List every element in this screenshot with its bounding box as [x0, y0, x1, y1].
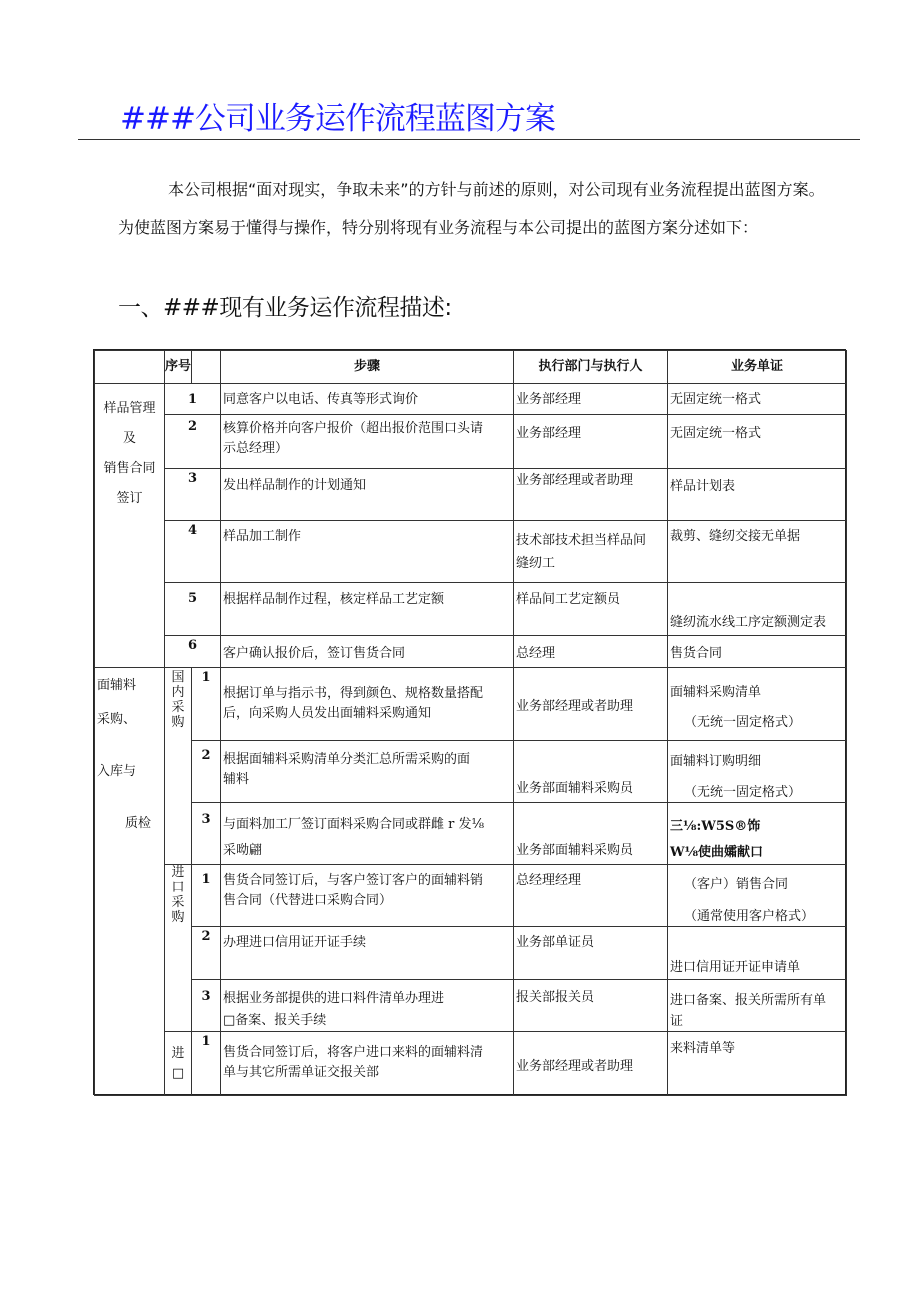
table-row-doc: [667, 740, 847, 803]
table-row-step: 根据样品制作过程，核定样品工艺定额: [220, 582, 514, 636]
table-row-dept: 报关部报关员: [513, 979, 668, 1032]
step-line-2: 单与其它所需单证交报关部: [223, 1065, 380, 1080]
group1-label-line-1: 样品管理: [103, 401, 156, 416]
table-row-doc: 来料清单等: [667, 1031, 847, 1096]
intro-paragraph-line-2: 为使蓝图方案易于懂得与操作，特分别将现有业务流程与本公司提出的蓝图方案分述如下：: [118, 218, 759, 237]
table-row-step: [220, 979, 514, 1032]
table-row-seq: 3: [164, 468, 221, 521]
table-row-doc: 样品计划表: [667, 468, 847, 521]
table-row-seq: 2: [191, 926, 221, 980]
table-row-doc: 缝纫流水线工序定额测定表: [667, 582, 847, 636]
table-row-dept: 业务部经理: [513, 414, 668, 469]
dept-line-1: 技术部技术担当样品间: [516, 533, 647, 548]
subgroup1-char: 购: [171, 715, 185, 730]
subgroup-label-import: [164, 864, 192, 1032]
subgroup2-char: 进: [171, 865, 185, 880]
header-step: 步骤: [220, 350, 514, 384]
table-row-dept: 业务部经理: [513, 383, 668, 415]
step-line-2: 后，向采购人员发出面辅料采购通知: [223, 706, 432, 721]
doc-line-2: （通常使用客户格式）: [684, 909, 815, 924]
table-row-dept: 业务部面辅料采购员: [513, 802, 668, 865]
table-row-seq: 1: [191, 864, 221, 927]
table-row-step: 样品加工制作: [220, 520, 514, 583]
group1-label-line-3: 销售合同: [103, 461, 156, 476]
doc-line-2: （无统一固定格式）: [684, 715, 802, 730]
group1-label-line-4: 签订: [116, 491, 143, 506]
table-row-seq: 1: [191, 1031, 221, 1096]
group-label-material-procurement: [94, 667, 165, 1096]
table-row-doc: [667, 979, 847, 1032]
subgroup1-char: 国: [171, 670, 185, 685]
table-row-seq: 1: [164, 383, 221, 415]
group2-label-line-3: 入库与: [97, 764, 137, 779]
table-row-dept: 业务部面辅料采购员: [513, 740, 668, 803]
document-title: ###公司业务运作流程蓝图方案: [120, 101, 555, 137]
step-line-1: 核算价格并向客户报价（超出报价范围口头请: [223, 421, 484, 436]
subgroup2-char: 购: [171, 910, 185, 925]
table-row-seq: 2: [191, 740, 221, 803]
step-line-2: 辅料: [223, 772, 250, 787]
doc-line-2: （无统一固定格式）: [684, 785, 802, 800]
table-row-doc: 进口信用证开证申请单: [667, 926, 847, 980]
table-row-dept: 业务部经理或者助理: [513, 468, 668, 521]
subgroup3-char: □: [171, 1066, 185, 1081]
table-row-dept: 业务部经理或者助理: [513, 1031, 668, 1096]
table-row-dept: [513, 520, 668, 583]
subgroup1-char: 采: [171, 700, 185, 715]
table-row-seq: 3: [191, 979, 221, 1032]
table-row-doc: 无固定统一格式: [667, 383, 847, 415]
header-seq: 序号: [164, 350, 192, 384]
table-row-step: 客户确认报价后，签订售货合同: [220, 635, 514, 668]
table-row-step: 发出样品制作的计划通知: [220, 468, 514, 521]
table-row-seq: 4: [164, 520, 221, 583]
title-divider: [78, 139, 860, 140]
table-row-dept: 样品间工艺定额员: [513, 582, 668, 636]
group2-label-line-2: 采购、: [97, 712, 137, 727]
doc-line-1: 三⅛:W5S®饰: [670, 819, 761, 834]
table-row-dept: 总经理: [513, 635, 668, 668]
table-row-doc: [667, 802, 847, 865]
table-row-doc: 售货合同: [667, 635, 847, 668]
header-dept: 执行部门与执行人: [513, 350, 668, 384]
table-row-step: [220, 667, 514, 741]
table-row-doc: [667, 864, 847, 927]
table-row-dept: 业务部经理或者助理: [513, 667, 668, 741]
table-row-step: 同意客户以电话、传真等形式询价: [220, 383, 514, 415]
table-row-step: [220, 864, 514, 927]
subgroup2-char: 采: [171, 895, 185, 910]
step-line-1: 根据面辅料采购清单分类汇总所需采购的面: [223, 752, 471, 767]
table-row-seq: 1: [191, 667, 221, 741]
step-line-2: 采呦翩: [223, 843, 263, 858]
step-line-2: 示总经理）: [223, 441, 289, 456]
step-line-1: 根据订单与指示书，得到颜色、规格数量搭配: [223, 686, 484, 701]
doc-line-1: 面辅料采购清单: [670, 685, 762, 700]
group2-label-line-1: 面辅料: [97, 678, 137, 693]
table-row-seq: 2: [164, 414, 221, 469]
table-row-seq: 6: [164, 635, 221, 668]
subgroup2-char: 口: [171, 880, 185, 895]
step-line-2: □备案、报关手续: [223, 1013, 327, 1028]
dept-line-2: 缝纫工: [516, 556, 556, 571]
doc-line-1: 进口备案、报关所需所有单: [670, 993, 827, 1008]
table-row-doc: 裁剪、缝纫交接无单据: [667, 520, 847, 583]
step-line-2: 售合同（代替进口采购合同）: [223, 893, 393, 908]
intro-paragraph-line-1: 本公司根据“面对现实，争取未来”的方针与前述的原则，对公司现有业务流程提出蓝图方案。: [168, 180, 825, 199]
table-row-dept: 业务部单证员: [513, 926, 668, 980]
process-table: [93, 349, 846, 1095]
group2-label-line-4: 质检: [125, 816, 152, 831]
table-row-dept: 总经理经理: [513, 864, 668, 927]
header-category-cell: [94, 350, 165, 384]
table-row-step: [220, 802, 514, 865]
step-line-1: 售货合同签订后，与客户签订客户的面辅料销: [223, 873, 484, 888]
group-label-sample-management: [94, 383, 165, 668]
table-row-seq: 5: [164, 582, 221, 636]
doc-line-1: 面辅料订购明细: [670, 754, 762, 769]
table-row-step: [220, 740, 514, 803]
table-row-doc: [667, 667, 847, 741]
step-line-1: 根据业务部提供的进口料件清单办理进: [223, 991, 445, 1006]
step-line-1: 售货合同签订后，将客户进口来料的面辅料清: [223, 1045, 484, 1060]
subgroup1-char: 内: [171, 685, 185, 700]
header-doc: 业务单证: [667, 350, 847, 384]
subgroup-label-import-materials: [164, 1031, 192, 1096]
section-heading: 一、###现有业务运作流程描述:: [118, 295, 452, 321]
table-row-doc: 无固定统一格式: [667, 414, 847, 469]
step-line-1: 与面料加工厂签订面料采购合同或群雌 r 发⅛: [223, 817, 485, 832]
subgroup3-char: 进: [171, 1046, 185, 1061]
doc-line-1: （客户）销售合同: [684, 877, 789, 892]
table-row-step: [220, 414, 514, 469]
doc-line-2: W⅛使曲孀献口: [670, 845, 764, 860]
table-row-step: [220, 1031, 514, 1096]
table-row-step: 办理进口信用证开证手续: [220, 926, 514, 980]
subgroup-label-domestic: [164, 667, 192, 865]
header-spacer-cell: [191, 350, 221, 384]
group1-label-line-2: 及: [122, 431, 136, 446]
table-row-seq: 3: [191, 802, 221, 865]
doc-line-2: 证: [670, 1014, 684, 1029]
